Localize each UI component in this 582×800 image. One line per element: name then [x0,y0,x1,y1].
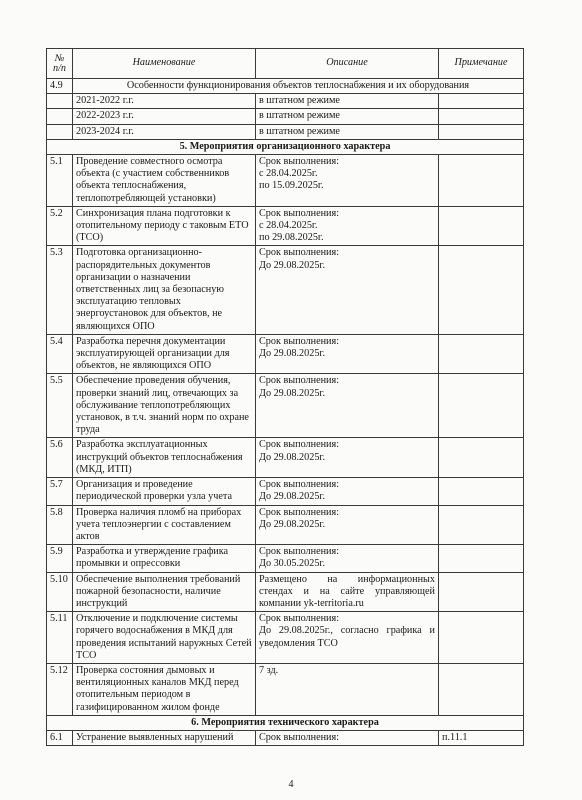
table-row [47,206,524,246]
row-num: 5.11 [47,612,73,664]
table-row [47,478,524,505]
row-desc: Срок выполнения: До 29.08.2025г. [256,374,439,438]
row-note: п.11.1 [439,730,524,745]
empty-cell [439,124,524,139]
year-desc: в штатном режиме [256,124,439,139]
row-name: Проведение совместного осмотра объекта (с участием собственников объекта теплоснабжения, теплопотребляющей установки) [73,155,256,207]
row-note [439,438,524,478]
table-row [47,505,524,545]
table-row [47,374,524,438]
row-name: Синхронизация плана подготовки к отопительному периоду с таковым ЕТО (ТСО) [73,206,256,246]
row-note [439,545,524,572]
row-desc: Срок выполнения: До 29.08.2025г., согласно графика и уведомления ТСО [256,612,439,664]
row-num: 5.12 [47,663,73,715]
row-desc: Срок выполнения: с 28.04.2025г. по 29.08.2025г. [256,206,439,246]
table-header-row [47,49,524,79]
row-desc: Размещено на информационных стендах и на сайте управляющей компании yk-territoria.ru [256,572,439,612]
row-note [439,478,524,505]
table-row-year [47,109,524,124]
empty-cell [47,109,73,124]
row-num: 6.1 [47,730,73,745]
row-num: 5.3 [47,246,73,334]
row-desc: Срок выполнения: с 28.04.2025г. по 15.09.2025г. [256,155,439,207]
header-desc: Описание [256,49,439,79]
section-6-rows [47,730,524,745]
row-name: Проверка состояния дымовых и вентиляционных каналов МКД перед отопительным периодом в газифицированном жилом фонде [73,663,256,715]
row-name: Проверка наличия пломб на приборах учета теплоэнергии с составлением актов [73,505,256,545]
header-note: Примечание [439,49,524,79]
table-row [47,572,524,612]
table-row-4-9 [47,79,524,94]
row-num: 5.10 [47,572,73,612]
row-desc: Срок выполнения: До 30.05.2025г. [256,545,439,572]
year-desc: в штатном режиме [256,109,439,124]
section-6-heading: 6. Мероприятия технического характера [47,715,524,730]
row-name: Разработка перечня документации эксплуатирующей организации для объектов, не являющихся ОПО [73,334,256,374]
row-note [439,155,524,207]
year-period: 2022-2023 г.г. [73,109,256,124]
table-row [47,438,524,478]
row-num: 5.9 [47,545,73,572]
row-num: 5.8 [47,505,73,545]
row-note [439,572,524,612]
row-name: Отключение и подключение системы горячего водоснабжения в МКД для проведения испытаний наружных Сетей ТСО [73,612,256,664]
row-num: 5.4 [47,334,73,374]
section-heading-row [47,139,524,154]
empty-cell [439,94,524,109]
empty-cell [439,109,524,124]
table-row [47,246,524,334]
row-note [439,206,524,246]
table-row [47,545,524,572]
empty-cell [47,94,73,109]
header-name: Наименование [73,49,256,79]
table-row [47,334,524,374]
row-name: Подготовка организационно-распорядительных документов организации о назначении ответственных лиц за безопасную эксплуатацию тепловых энергоустановок для объектов, не являющихся ОПО [73,246,256,334]
year-period: 2023-2024 г.г. [73,124,256,139]
row-desc: Срок выполнения: До 29.08.2025г. [256,334,439,374]
row-note [439,505,524,545]
table-row-year [47,124,524,139]
row-note [439,246,524,334]
empty-cell [47,124,73,139]
row-note [439,334,524,374]
section-5-heading: 5. Мероприятия организационного характера [47,139,524,154]
section-5-rows [47,155,524,716]
row-name: Устранение выявленных нарушений [73,730,256,745]
row-num: 4.9 [47,79,73,94]
table-row [47,730,524,745]
row-name: Организация и проведение периодической проверки узла учета [73,478,256,505]
row-note [439,374,524,438]
row-desc: Срок выполнения: До 29.08.2025г. [256,438,439,478]
table-row [47,663,524,715]
row-note [439,612,524,664]
row-desc: Срок выполнения: [256,730,439,745]
row-name: Разработка эксплуатационных инструкций объектов теплоснабжения (МКД, ИТП) [73,438,256,478]
year-period: 2021-2022 г.г. [73,94,256,109]
section-heading-row [47,715,524,730]
row-title: Особенности функционирования объектов теплоснабжения и их оборудования [73,79,524,94]
row-desc: 7 зд. [256,663,439,715]
row-num: 5.7 [47,478,73,505]
year-desc: в штатном режиме [256,94,439,109]
row-name: Разработка и утверждение графика промывки и опрессовки [73,545,256,572]
measures-table [46,48,524,746]
row-num: 5.5 [47,374,73,438]
row-num: 5.6 [47,438,73,478]
table-row [47,155,524,207]
row-note [439,663,524,715]
page-number: 4 [288,779,294,790]
row-desc: Срок выполнения: До 29.08.2025г. [256,505,439,545]
row-desc: Срок выполнения: До 29.08.2025г. [256,246,439,334]
row-name: Обеспечение выполнения требований пожарной безопасности, наличие инструкций [73,572,256,612]
table-row [47,612,524,664]
row-num: 5.2 [47,206,73,246]
row-desc: Срок выполнения: До 29.08.2025г. [256,478,439,505]
header-num: № п/п [47,49,73,79]
table-row-year [47,94,524,109]
row-num: 5.1 [47,155,73,207]
row-name: Обеспечение проведения обучения, проверки знаний лиц, отвечающих за обслуживание теплопотребляющих установок, в т.ч. знаний норм по охране труда [73,374,256,438]
